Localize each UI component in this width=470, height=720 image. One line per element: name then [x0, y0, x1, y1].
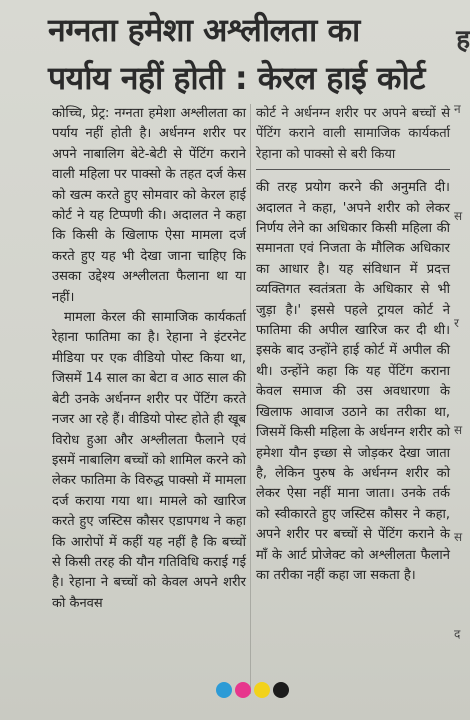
margin-char: द — [454, 627, 461, 641]
registration-dot-black — [273, 682, 289, 698]
print-registration-marks — [216, 682, 289, 698]
margin-char: र — [454, 316, 459, 330]
article-paragraph-2: मामला केरल की सामाजिक कार्यकर्ता रेहाना फातिमा का है। रेहाना ने इंटरनेट मीडिया पर एक वीडियो पोस्ट किया था, जिसमें 14 साल का बेटा व आठ साल की बेटी उनके अर्धनग्न शरीर पर पेंटिंग करते नजर आ रहे हैं। वीडियो पोस्ट होते ही खूब विरोध हुआ और अश्लीलता फैलाने एवं इसमें नाबालिग बच्चों को शामिल करने को लेकर फातिमा के विरुद्ध पाक्सो में मामला दर्ज कराया गया था। मामले को खारिज करते हुए जस्टिस कौसर एडापगथ ने कहा कि आरोपों में कहीं यह नहीं है कि बच्चों से किसी तरह की यौन गतिविधि कराई गई है। रेहाना ने बच्चों को केवल अपने शरीर को कैनवस — [52, 310, 246, 611]
margin-char: स — [454, 530, 463, 544]
headline-line-1: नग्नता हमेशा अश्लीलता का — [48, 11, 360, 49]
registration-dot-cyan — [216, 682, 232, 698]
column-divider — [250, 104, 251, 694]
article-paragraph-3: की तरह प्रयोग करने की अनुमति दी। अदालत ने कहा, 'अपने शरीर को लेकर निर्णय लेने का अधिकार किसी महिला की समानता एवं निजता के मौलिक अधिकार का आधार है। यह संविधान में प्रदत्त व्यक्तिगत स्वतंत्रता के अधिकार से भी जुड़ा है।' इससे पहले ट्रायल कोर्ट ने फातिमा की अपील खारिज कर दी थी। इसके बाद उन्होंने हाई कोर्ट में अपील की थी। उन्होंने कहा कि यह पेंटिंग कराना केवल समाज की उस अवधारणा के खिलाफ आवाज उठाने का तरीका था, जिसमें किसी महिला के अर्धनग्न शरीर को हमेशा यौन इच्छा से जोड़कर देखा जाता है, लेकिन पुरुष के अर्धनग्न शरीर को लेकर ऐसा नहीं माना जाता। उनके तर्क को स्वीकारते हुए जस्टिस कौसर ने कहा, अपने शरीर पर बच्चों से पेंटिंग कराने के माँ के आर्ट प्रोजेक्ट को अश्लीलता फैलाने का तरीका नहीं कहा जा सकता है। — [256, 180, 450, 583]
headline-line-2: पर्याय नहीं होती : केरल हाई कोर्ट — [48, 59, 425, 97]
margin-char: स — [454, 423, 463, 437]
headline — [48, 8, 458, 100]
article-column-left — [52, 104, 246, 614]
cropped-adjacent-headline-char: ह — [456, 25, 470, 55]
article-paragraph-1: कोच्चि, प्रेट्र: नग्नता हमेशा अश्लीलता का पर्याय नहीं होती है। अर्धनग्न शरीर पर अपने नाबालिग बेटे-बेटी से पेंटिंग कराने वाली महिला पर पाक्सो के तहत दर्ज केस को खत्म करते हुए सोमवार को केरल हाई कोर्ट ने यह टिप्पणी की। अदालत ने कहा कि किसी के खिलाफ ऐसा मामला दर्ज करते हुए यह भी देखा जाना चाहिए कि उसका उद्देश्य अश्लीलता फैलाना था या नहीं। — [52, 106, 246, 305]
registration-dot-magenta — [235, 682, 251, 698]
adjacent-article-fragments — [454, 100, 466, 642]
registration-dot-yellow — [254, 682, 270, 698]
margin-char: स — [454, 209, 463, 223]
article-subhead: कोर्ट ने अर्धनग्न शरीर पर अपने बच्चों से पेंटिंग कराने वाली सामाजिक कार्यकर्ता रेहाना को पाक्सो से बरी किया — [256, 104, 450, 170]
margin-char: न — [454, 102, 461, 116]
article-column-right — [256, 104, 450, 586]
